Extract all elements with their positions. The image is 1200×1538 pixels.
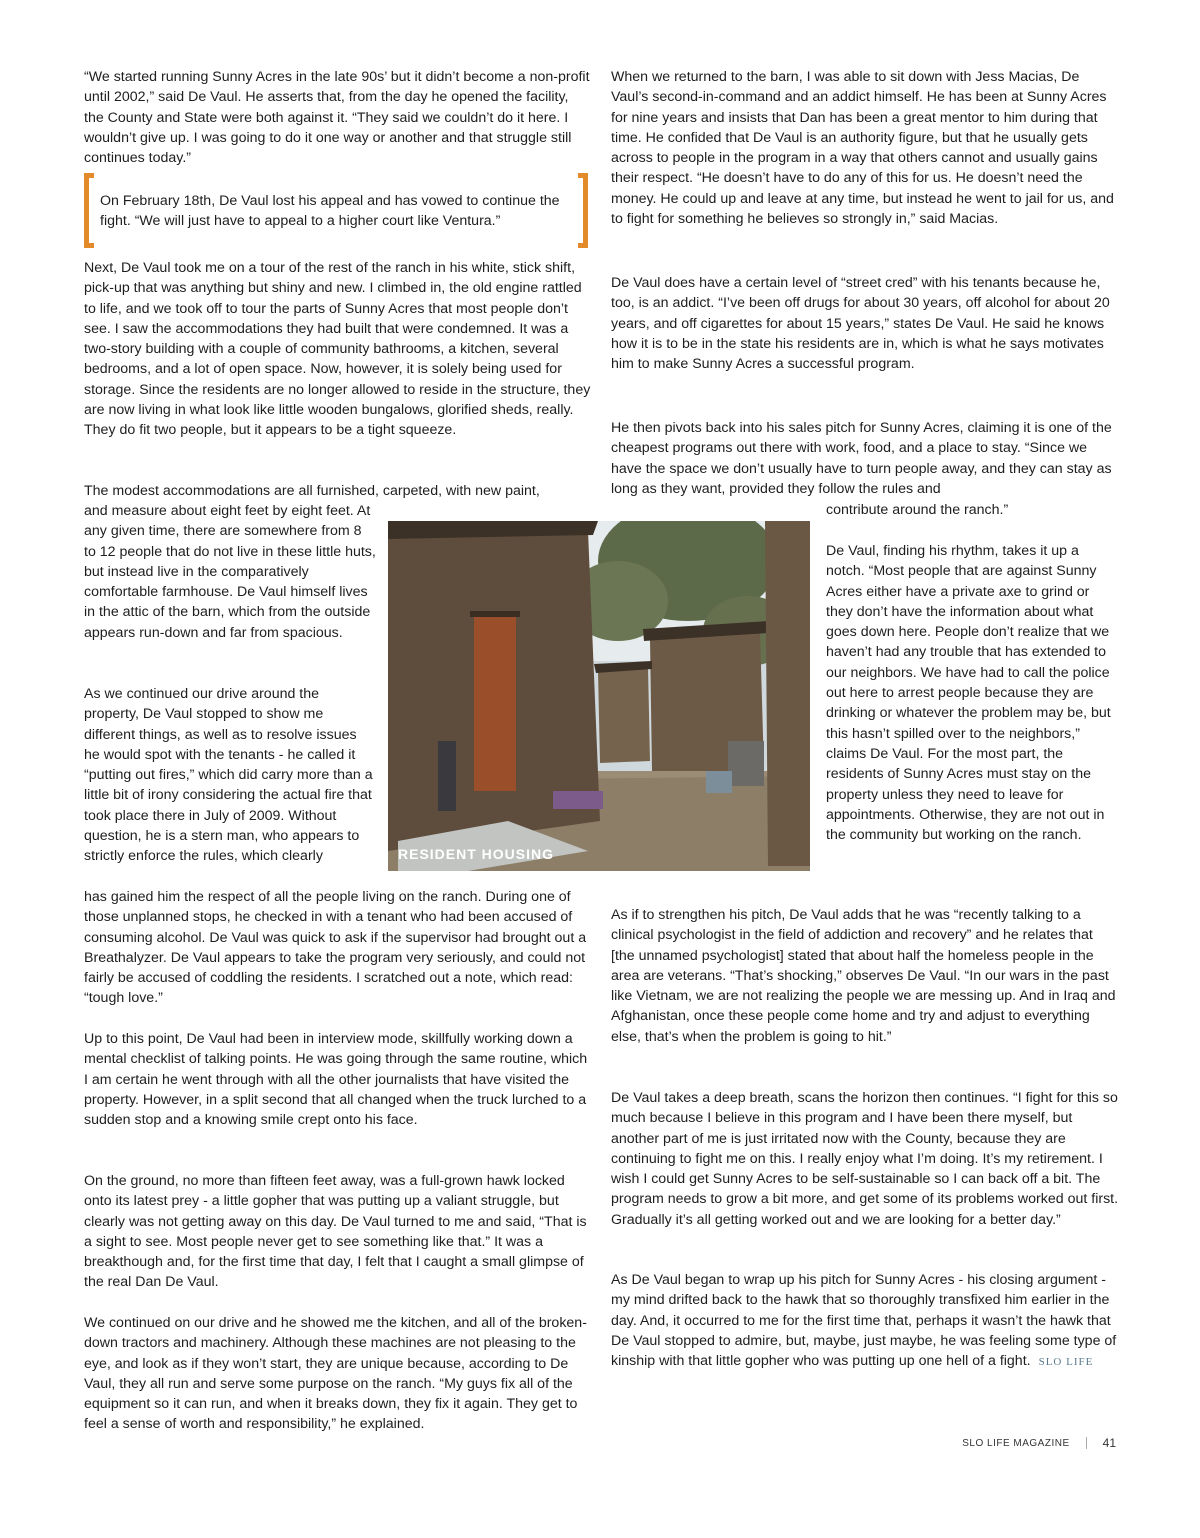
footer-divider [1086,1437,1087,1449]
paragraph-12: As if to strengthen his pitch, De Vaul adds that he was “recently talking to a clinical psychologist in the field of addiction and recovery” and he relates that [the unnamed psychologist] stated that about half the homeless people in the area are veterans. “That’s shocking,” observes De Vaul. “In our wars in the past like Vietnam, we are not realizing the people we are messing up. And in Iraq and Afghanistan, once these people come home and try and adjust to everything else, that’s when the problem is going to hit.” [611,907,1116,1045]
signoff-mark: SLO LIFE [1038,1356,1094,1369]
paragraph-8: When we returned to the barn, I was able to sit down with Jess Macias, De Vaul’s second-in-command and an addict himself. He has been at Sunny Acres for nine years and insists that Dan has been a great mentor to him during that time. He confided that De Vaul is an authority figure, but that he usually gets across to people in the program in a way that others cannot and usually gains their respect. “He doesn’t have to do any of this for us. He doesn’t need the money. He could up and leave at any time, but instead he went to jail for us, and to fight for something he believes so strongly in,” said Macias. [611,69,1114,228]
paragraph-14 [611,1270,1119,1372]
paragraph-7: We continued on our drive and he showed me the kitchen, and all of the broken-down tractors and machinery. Although these machines are not pleasing to the eye, and look as if they won’t start, they are unique because, according to De Vaul, they all run and serve some purpose on the ranch. “My guys fix all of the equipment so it can run, and when it breaks down, they fix it again. They get to feel a sense of worth and responsibility,” he explained. [84,1315,587,1433]
paragraph-11-wrap: De Vaul, finding his rhythm, takes it up a notch. “Most people that are against Sunny Acres either have a private axe to grind or they don’t have the information about what goes down here. People don’t realize that we haven’t had any trouble that has extended to our neighbors. We have had to call the police out here to arrest people because they are drinking or whatever the problem may be, but this hasn’t spilled over to the neighbors,” claims De Vaul. For the most part, the residents of Sunny Acres must stay on the property unless they need to leave for appointments. Otherwise, they are not out in the community but working on the ranch. [826,543,1111,844]
left-bracket-icon [84,173,94,248]
paragraph-4-tail: has gained him the respect of all the people living on the ranch. During one of those unplanned stops, he checked in with a tenant who had been accused of consuming alcohol. De Vaul was quick to ask if the supervisor had brought out a Breathalyzer. De Vaul appears to take the program very seriously, and could not fairly be accused of coddling the residents. I scratched out a note, which read: “tough love.” [84,889,587,1007]
paragraph-10-wrap: contribute around the ranch.” [826,502,1009,518]
paragraph-13: De Vaul takes a deep breath, scans the horizon then continues. “I fight for this so much because I believe in this program and I have been there myself, but another part of me is just irritated now with the County, because they are continuing to fight me on this. I really enjoy what I’m doing. It’s my retirement. I wish I could get Sunny Acres to be self-sustainable so I can back off a bit. The program needs to grow a bit more, and get some of its problems worked out first. Gradually it’s all getting worked out and we are looking for a better day.” [611,1090,1119,1228]
photo-caption: RESIDENT HOUSING [398,846,555,862]
paragraph-1: “We started running Sunny Acres in the late 90s’ but it didn’t become a non-profit until 2002,” said De Vaul. He asserts that, from the day he opened the facility, the County and State were both against it. “They said we couldn’t do it here. I wouldn’t give up. I was going to do it one way or another and that struggle still continues today.” [84,69,590,167]
resident-housing-photo [388,521,810,871]
paragraph-6: On the ground, no more than fifteen feet away, was a full-grown hawk locked onto its latest prey - a little gopher that was putting up a valiant struggle, but clearly was not getting away on this day. De Vaul turned to me and said, “That is a sight to see. Most people never get to see something like that.” It was a breakthough and, for the first time that day, I felt that I caught a small glimpse of the real Dan De Vaul. [84,1173,587,1291]
publication-name: SLO LIFE MAGAZINE [962,1437,1070,1449]
paragraph-4-wrap: As we continued our drive around the property, De Vaul stopped to show me different things, as well as to resolve issues he would spot with the tenants - he called it “putting out fires,” which did carry more than a little bit of irony considering the actual fire that took place there in July of 2009. Without question, he is a stern man, who appears to strictly enforce the rules, which clearly [84,686,373,865]
pull-quote [84,173,588,248]
photo-illustration [388,521,810,871]
paragraph-10-lead: He then pivots back into his sales pitch for Sunny Acres, claiming it is one of the cheapest programs out there with work, food, and a place to stay. “Since we have the space we don’t usually have to turn people away, and they can stay as long as they want, provided they follow the rules and [611,420,1112,497]
page-footer [962,1436,1116,1450]
paragraph-3-lead: The modest accommodations are all furnished, carpeted, with new paint, [84,483,540,499]
paragraph-2: Next, De Vaul took me on a tour of the rest of the ranch in his white, stick shift, pick-up that was anything but shiny and new. I climbed in, the old engine rattled to life, and we took off to tour the parts of Sunny Acres that most people don’t see. I saw the accommodations they had built that were condemned. It was a two-story building with a couple of community bathrooms, a kitchen, several bedrooms, and a lot of open space. Now, however, it is solely being used for storage. Since the residents are no longer allowed to reside in the structure, they are now living in what look like little wooden bungalows, glorified sheds, really. They do fit two people, but it appears to be a tight squeeze. [84,260,591,439]
paragraph-5: Up to this point, De Vaul had been in interview mode, skillfully working down a mental checklist of talking points. He was going through the same routine, which I am certain he went through with all the other journalists that have visited the property. However, in a split second that all changed when the truck lurched to a sudden stop and a knowing smile crept onto his face. [84,1031,588,1129]
paragraph-9: De Vaul does have a certain level of “street cred” with his tenants because he, too, is an addict. “I’ve been off drugs for about 30 years, off alcohol for about 20 years, and off cigarettes for about 15 years,” states De Vaul. He said he knows how it is to be in the state his residents are in, which is what he says motivates him to make Sunny Acres a successful program. [611,275,1110,373]
paragraph-3-wrap: and measure about eight feet by eight feet. At any given time, there are somewhere from 8 to 12 people that do not live in these little huts, but instead live in the comparatively comfortable farmhouse. De Vaul himself lives in the attic of the barn, which from the outside appears run-down and far from spacious. [84,503,376,641]
page-number: 41 [1102,1436,1116,1450]
paragraph-14-text: As De Vaul began to wrap up his pitch for Sunny Acres - his closing argument - my mind drifted back to the hawk that so thoroughly transfixed him earlier in the day. And, it occurred to me for the first time that, perhaps it wasn’t the hawk that De Vaul stopped to admire, but, maybe, just maybe, he was feeling some type of kinship with that little gopher who was putting up one hell of a fight. [611,1272,1117,1370]
right-bracket-icon [578,173,588,248]
pull-quote-text: On February 18th, De Vaul lost his appeal and has vowed to continue the fight. “We will just have to appeal to a higher court like Ventura.” [100,193,560,230]
